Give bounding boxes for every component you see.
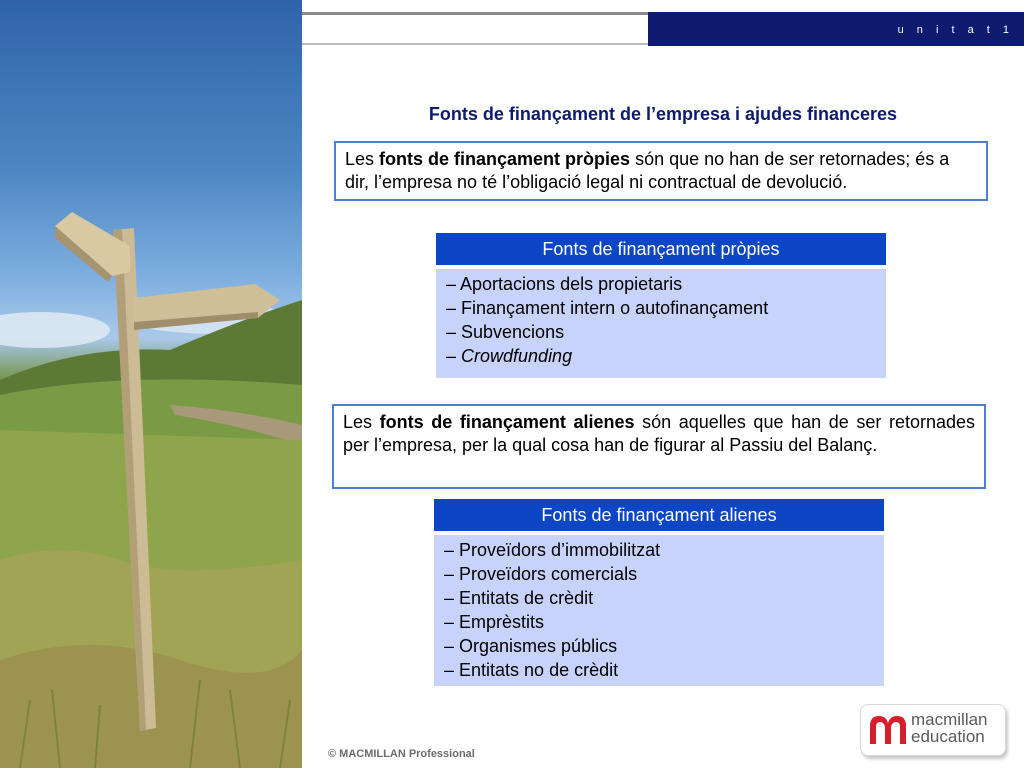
ext-def-prefix: Les	[343, 412, 380, 432]
unit-label: u n i t a t 1	[897, 24, 1014, 36]
unit-banner	[648, 12, 1024, 46]
own-funding-definition	[334, 141, 988, 201]
list-item: – Organismes públics	[444, 636, 618, 656]
external-sources-heading: Fonts de finançament alienes	[434, 499, 884, 531]
list-item: – Proveïdors d’immobilitzat	[444, 540, 661, 560]
list-item: – Subvencions	[446, 322, 565, 342]
copyright-notice: © MACMILLAN Professional	[328, 748, 475, 760]
page-title: Fonts de finançament de l’empresa i ajudes financeres	[428, 104, 898, 124]
external-sources-list	[434, 535, 884, 686]
signpost-illustration	[0, 0, 302, 768]
own-def-suffix: són que no han de ser retornades; és a dir, l’empresa no té l’obligació legal ni contractual de devolució.	[345, 149, 950, 192]
list-item: – Emprèstits	[444, 612, 545, 632]
list-item: – Aportacions dels propietaris	[446, 274, 683, 294]
own-def-prefix: Les	[345, 149, 380, 169]
list-item: – Finançament intern o autofinançament	[446, 298, 769, 318]
macmillan-logo	[860, 704, 1006, 756]
logo-text-education: education	[911, 727, 985, 746]
signpost-photo	[0, 0, 302, 768]
external-funding-definition	[332, 404, 986, 489]
crowdfunding-term: Crowdfunding	[461, 346, 573, 366]
own-def-term: fonts de finançament pròpies	[379, 149, 631, 169]
list-item: – Entitats de crèdit	[444, 588, 594, 608]
logo-text-macmillan: macmillan	[911, 710, 988, 729]
list-item-dash: –	[446, 346, 462, 366]
own-sources-list	[436, 269, 886, 378]
header-left-bar	[302, 15, 648, 45]
own-sources-heading: Fonts de finançament pròpies	[436, 233, 886, 265]
list-item: – Proveïdors comercials	[444, 564, 638, 584]
list-item	[446, 344, 876, 368]
ext-def-term: fonts de finançament alienes	[379, 412, 635, 432]
ext-def-suffix: són aquelles que han de ser retornades per l’empresa, per la qual cosa han de figurar al Passiu del Balanç.	[343, 412, 976, 455]
macmillan-m-icon	[869, 714, 907, 746]
list-item: – Entitats no de crèdit	[444, 660, 619, 680]
